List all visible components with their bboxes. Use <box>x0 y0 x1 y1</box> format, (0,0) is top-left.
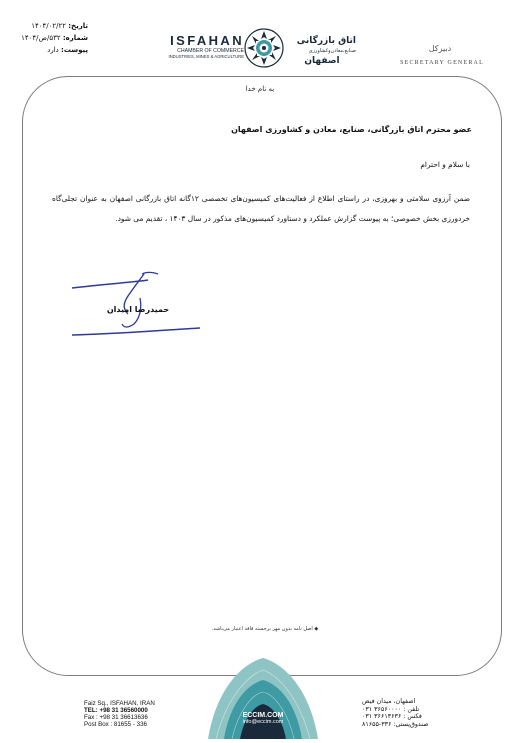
note-text: اصل نامه بدون مهر برجسته فاقد اعتبار می‌باشد. <box>211 626 313 632</box>
attachment-row <box>10 44 88 56</box>
logo-persian <box>288 36 356 66</box>
logo-name-en: ISFAHAN <box>170 33 244 48</box>
logo-line2-en: INDUSTRIES, MINES & AGRICULTURE <box>168 54 244 59</box>
website-link[interactable]: ECCIM.COM <box>242 712 284 719</box>
attachment-value: دارد <box>47 46 59 54</box>
secretary-title-fa: دبیرکل <box>428 44 452 53</box>
logo-english <box>160 33 244 60</box>
footer-contact-en <box>84 700 184 728</box>
letter-meta <box>10 20 88 56</box>
date-label: تاریخ: <box>68 22 88 30</box>
attachment-label: پیوست: <box>61 46 88 54</box>
footer-web <box>226 712 300 725</box>
pobox-fa: صندوق‌پستی: ۳۳۶-۸۱۶۵۵ <box>362 720 429 728</box>
greeting: با سلام و احترام <box>420 160 470 169</box>
footer-emblem-graphic <box>196 650 330 739</box>
date-value: ۱۴۰۴/۰۲/۲۲ <box>31 22 66 30</box>
pobox-en: Post Box : 81655 - 336 <box>84 721 147 728</box>
chamber-emblem-icon <box>243 27 285 69</box>
logo-sub-fa: صنایع،معادن‌وکشاورزی <box>308 48 356 54</box>
authenticity-note <box>190 626 340 632</box>
letter-body: ضمن آرزوی سلامتی و بهروزی، در راستای اطلاع از فعالیت‌های کمیسیون‌های تخصصی ۱۲گانه اتاق بازرگانی اصفهان به عنوان تجلی‌گاه خردورزی بخش خصوصی؛ به پیوست گزارش عملکرد و دستاورد کمیسیون‌های مذکور در سال ۱۴۰۳ ، تقدیم می شود. <box>52 194 470 223</box>
number-label: شماره: <box>62 34 88 42</box>
basmala: به نام خدا <box>245 85 275 93</box>
signer-name: حمیدرضا امیدان <box>106 305 170 314</box>
logo-line1-en: CHAMBER OF COMMERCE <box>177 48 244 54</box>
logo-city-fa: اصفهان <box>304 56 340 66</box>
tel-fa: تلفن : ۳۶۵۶۰۰۰۰ ۰۳۱ <box>362 705 420 713</box>
recipient-line: عضو محترم اتاق بازرگانی، صنایع، معادن و کشاورزی اصفهان <box>231 125 472 134</box>
note-bullet-icon: ◆ <box>314 626 319 632</box>
number-row <box>10 32 88 44</box>
footer-contact-fa <box>362 698 462 728</box>
tel-en: TEL: +98 31 36560000 <box>84 707 148 714</box>
number-value: ۵۳۲/ص/۱۴۰۴ <box>21 34 61 42</box>
fax-en: Fax : +98 31 36613636 <box>84 714 148 721</box>
address-fa: اصفهان، میدان فیض <box>362 698 416 705</box>
date-row <box>10 20 88 32</box>
secretary-title-en: SECRETARY GENERAL <box>400 60 484 66</box>
email-link[interactable]: info@eccim.com <box>242 719 284 725</box>
logo-title-fa: اتاق بازرگانی <box>296 36 356 46</box>
fax-fa: فکس : ۳۶۶۱۳۶۳۶ ۰۳۱ <box>362 713 422 721</box>
address-en: Faiz Sq., ISFAHAN, IRAN <box>84 700 155 707</box>
